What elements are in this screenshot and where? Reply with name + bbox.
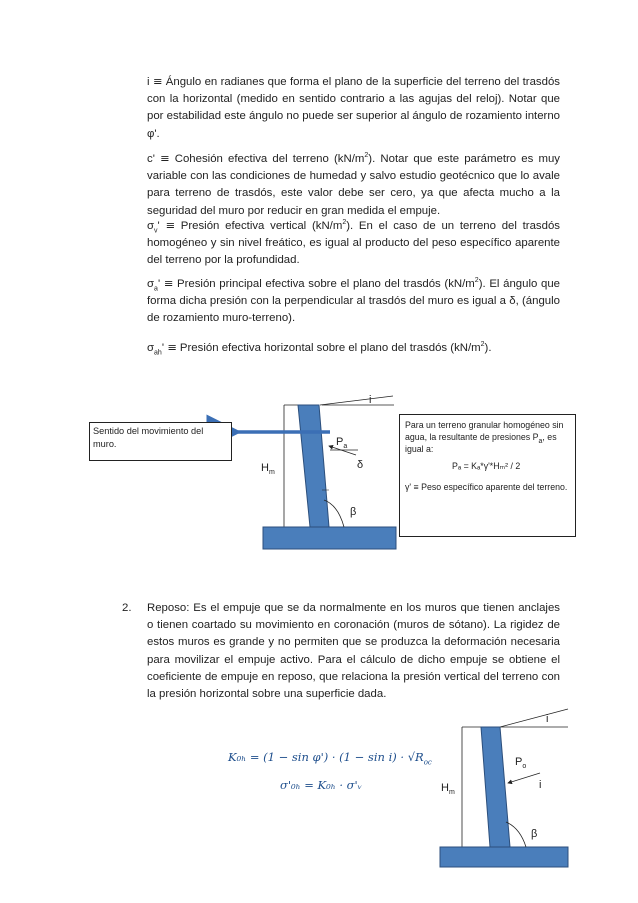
fig1-hm-sub: m: [268, 469, 275, 477]
def-sv-text-b: ). En el caso de un terreno del trasdós homogéneo y sin nivel freático, es igual al producto del peso específico aparente del terreno por la profundidad.: [147, 220, 560, 267]
def-sah-text-b: ).: [484, 342, 492, 354]
fig1-pa-main: P: [336, 436, 344, 448]
def-sah-equiv: ≡: [167, 340, 177, 354]
info-line1: Para un terreno granular homogéneo sin agua, la resultante de presiones P: [405, 420, 564, 442]
fig2-wall-stem: [481, 727, 510, 847]
fig2-po-arrow: [508, 773, 540, 783]
equation-sigma-oh: σ'₀ₕ = K₀ₕ · σ'ᵥ: [280, 778, 362, 792]
fig2-po-sub: o: [522, 763, 527, 771]
fig1-label-i: i: [369, 394, 372, 406]
def-sa-sup: 2: [474, 277, 479, 285]
def-c-sup: 2: [364, 152, 369, 160]
def-c-equiv: ≡: [160, 151, 170, 165]
fig2-wall-footing: [440, 847, 568, 867]
def-sv-equiv: ≡: [165, 218, 176, 232]
fig2-label-po: [515, 756, 527, 771]
def-sa-text-b: ). El ángulo que forma dicha presión con la perpendicular al trasdós del muro es igual a δ, (ángulo de rozamiento muro-terreno).: [147, 278, 560, 325]
def-i-symbol: i: [147, 76, 150, 88]
def-sah-text-a: Presión efectiva horizontal sobre el plano del trasdós (kN/m: [179, 342, 481, 354]
def-c-text-a: Cohesión efectiva del terreno (kN/m: [174, 153, 365, 165]
def-sah-prime: ': [161, 342, 165, 354]
def-sv-prime: ': [157, 220, 160, 232]
fig1-pa-sub: a: [343, 443, 348, 451]
def-sa-prime: ': [157, 278, 161, 290]
def-i-equiv: ≡: [152, 74, 163, 88]
def-c-text-b: ). Notar que este parámetro es muy variable con las condiciones de humedad y salvo estudio geotécnico que lo avale para terreno de trasdós, este valor debe ser cero, ya que afecta mucho a la seguridad del muro por reducir en gran medida el empuje.: [147, 153, 560, 217]
section-2-number: 2.: [122, 602, 132, 614]
fig2-hm-main: H: [441, 782, 449, 794]
def-sa-text-a: Presión principal efectiva sobre el plano del trasdós (kN/m: [177, 278, 475, 290]
def-sa-equiv: ≡: [163, 276, 174, 290]
fig2-hm-sub: m: [448, 789, 455, 797]
fig2-label-hm: [441, 782, 455, 797]
section-2-text: Reposo: Es el empuje que se da normalmente en los muros que tienen anclajes o tienen coartado su movimiento en coronación (muros de sótano). La rigidez de estos muros es grande y no permiten que se produzca la deformación necesaria para movilizar el empuje activo. Para el cálculo de dicho empuje se obtiene el coeficiente de empuje en reposo, que relaciona la presión vertical del terreno con la presión horizontal sobre una superficie dada.: [147, 602, 560, 701]
fig2-label-i-side: i: [539, 779, 542, 791]
fig1-label-delta: δ: [357, 459, 364, 471]
fig2-po-main: P: [515, 756, 523, 768]
def-sv-sup: 2: [342, 219, 347, 227]
equation-k0h-text: K₀ₕ = (1 − sin φ') · (1 − sin i) · √R: [228, 750, 424, 764]
def-sv-sub: v: [154, 227, 158, 235]
fig1-hm-main: H: [261, 462, 269, 474]
info-line1-end: , es igual a:: [405, 432, 557, 454]
def-sah-sub: ah: [154, 349, 162, 357]
def-sa-symbol: σ: [147, 278, 155, 290]
info-line1-sub: a: [538, 437, 543, 445]
fig2-label-beta: β: [531, 828, 538, 840]
def-sv-text-a: Presión efectiva vertical (kN/m: [180, 220, 343, 232]
def-c-symbol: c': [147, 153, 155, 165]
movement-direction-text: Sentido del movimiento del muro.: [93, 426, 204, 449]
def-i-text: Ángulo en radianes que forma el plano de la superficie del terreno del trasdós con la horizontal (medido en sentido contrario a las agujas del reloj). Notar que por estabilidad este ángulo no puede ser superior al ángulo de rozamiento interno φ'.: [147, 76, 560, 140]
info-formula: Pₐ = Kₐ*γ'*Hₘ² / 2: [452, 461, 521, 471]
def-sv-symbol: σ: [147, 220, 155, 232]
fig2-terrain-line: [500, 709, 568, 727]
def-sah-sup: 2: [480, 341, 485, 349]
fig2-label-i-top: i: [546, 713, 549, 725]
info-gamma-def: γ' ≡ Peso específico aparente del terreno.: [405, 482, 568, 492]
def-sah-symbol: σ: [147, 342, 155, 354]
equation-k0h-sub: oc: [423, 758, 432, 767]
def-sa-sub: a: [154, 285, 158, 293]
fig1-label-beta: β: [350, 506, 357, 518]
